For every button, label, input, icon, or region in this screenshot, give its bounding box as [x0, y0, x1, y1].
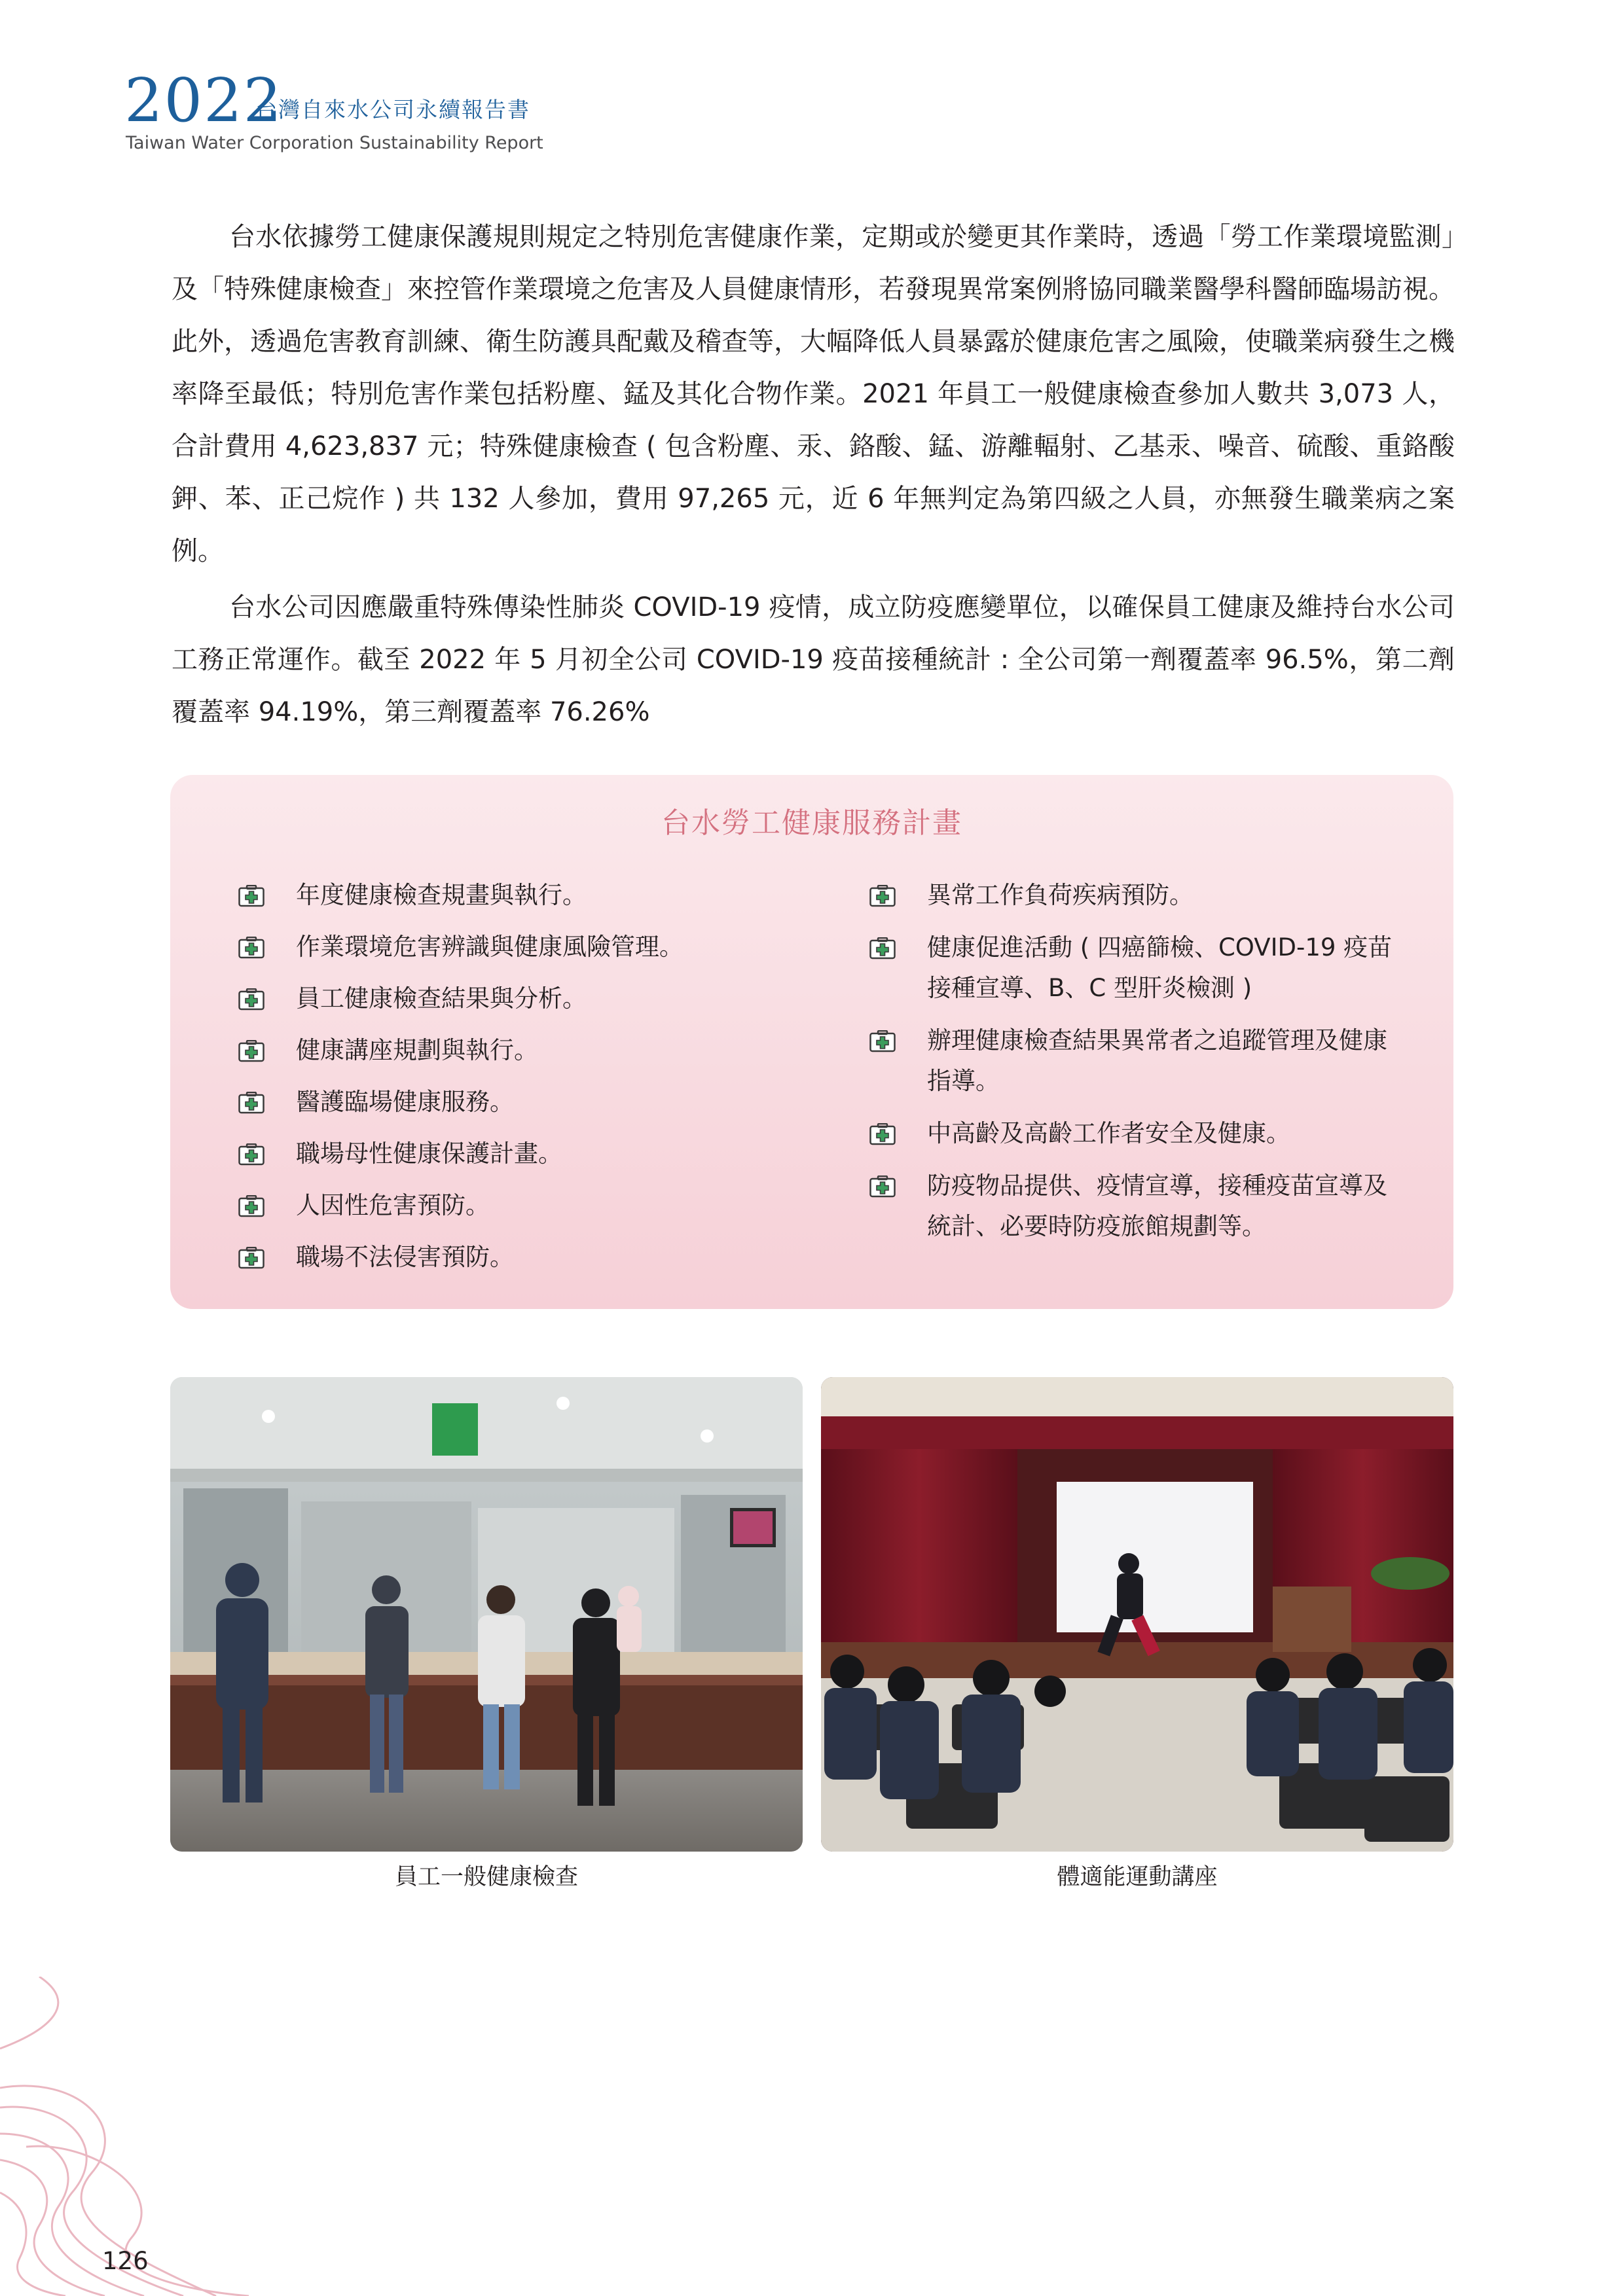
page-number: 126 — [102, 2247, 149, 2275]
service-item-label: 中高齡及高齡工作者安全及健康。 — [927, 1119, 1290, 1147]
service-item-label: 年度健康檢查規畫與執行。 — [296, 881, 587, 909]
service-item-label: 健康講座規劃與執行。 — [296, 1036, 538, 1064]
photo-health-check — [170, 1377, 803, 1852]
service-item — [869, 927, 1406, 1009]
body-paragraph: 台水依據勞工健康保護規則規定之特別危害健康作業，定期或於變更其作業時，透過「勞工作業環境監測」及「特殊健康檢查」來控管作業環境之危害及人員健康情形，若發現異常案例將協同職業醫學科醫師臨場訪視。此外，透過危害教育訓練、衛生防護具配戴及稽查等，大幅降低人員暴露於健康危害之風險，使職業病發生之機率降至最低；特別危害作業包括粉塵、錳及其化合物作業。2021 年員工一般健康檢查參加人數共 3,073 人，合計費用 4,623,837 元；特殊健康檢查 ( 包含粉塵、汞、鉻酸、錳、游離輻射、乙基汞、噪音、硫酸、重鉻酸鉀、苯、正己烷作 ) 共 132 人參加，費用 97,265 元，近 6 年無判定為第四級之人員，亦無發生職業病之案例。 — [172, 222, 1455, 566]
medical-kit-icon — [869, 937, 896, 960]
service-list-right — [869, 875, 1406, 1259]
photo-caption-health-check: 員工一般健康檢查 — [394, 1864, 578, 1890]
health-service-plan-title: 台水勞工健康服務計畫 — [661, 806, 962, 840]
service-item — [238, 1185, 801, 1226]
medical-kit-icon — [238, 885, 264, 907]
medical-kit-icon — [869, 1123, 896, 1145]
medical-kit-icon — [869, 885, 896, 907]
report-title-zh: 台灣自來水公司永續報告書 — [255, 97, 530, 122]
medical-kit-icon — [869, 1175, 896, 1198]
service-item — [238, 875, 801, 916]
service-item-label: 職場母性健康保護計畫。 — [296, 1139, 562, 1168]
medical-kit-icon — [238, 1143, 264, 1166]
service-item — [238, 1030, 801, 1071]
photo-fitness-lecture — [821, 1377, 1453, 1852]
service-item — [238, 978, 801, 1019]
health-service-plan-box — [170, 775, 1453, 1309]
photo-caption-fitness-lecture: 體適能運動講座 — [1057, 1864, 1218, 1890]
service-item — [238, 1237, 801, 1278]
service-item-label: 醫護臨場健康服務。 — [296, 1088, 514, 1116]
service-item — [869, 1020, 1406, 1102]
service-item-label: 職場不法侵害預防。 — [296, 1243, 514, 1271]
service-item — [238, 1082, 801, 1122]
service-item-label: 員工健康檢查結果與分析。 — [296, 984, 587, 1013]
medical-kit-icon — [238, 1195, 264, 1217]
service-item-label: 健康促進活動 ( 四癌篩檢、COVID-19 疫苗接種宣導、B、C 型肝炎檢測 ) — [927, 933, 1393, 1002]
report-title-en: Taiwan Water Corporation Sustainability Report — [126, 133, 543, 153]
service-item-label: 辦理健康檢查結果異常者之追蹤管理及健康指導。 — [927, 1026, 1387, 1095]
medical-kit-icon — [238, 1247, 264, 1269]
body-paragraph: 台水公司因應嚴重特殊傳染性肺炎 COVID-19 疫情，成立防疫應變單位，以確保員工健康及維持台水公司工務正常運作。截至 2022 年 5 月初全公司 COVID-19 疫苗接種統計 : 全公司第一劑覆蓋率 96.5%，第二劑覆蓋率 94.19%，第三劑覆蓋率 76.26% — [172, 592, 1455, 727]
medical-kit-icon — [238, 1040, 264, 1062]
service-item-label: 作業環境危害辨識與健康風險管理。 — [296, 933, 684, 961]
medical-kit-icon — [238, 937, 264, 959]
service-item — [869, 875, 1406, 916]
medical-kit-icon — [238, 1092, 264, 1114]
medical-kit-icon — [238, 988, 264, 1011]
medical-kit-icon — [869, 1030, 896, 1052]
service-item-label: 人因性危害預防。 — [296, 1191, 490, 1219]
report-year: 2022 — [124, 65, 283, 135]
service-list-left — [238, 875, 801, 1289]
service-item-label: 防疫物品提供、疫情宣導，接種疫苗宣導及統計、必要時防疫旅館規劃等。 — [927, 1172, 1387, 1240]
service-item-label: 異常工作負荷疾病預防。 — [927, 881, 1194, 909]
service-item — [238, 1134, 801, 1174]
service-item — [869, 1113, 1406, 1154]
service-item — [869, 1166, 1406, 1247]
service-item — [238, 927, 801, 967]
